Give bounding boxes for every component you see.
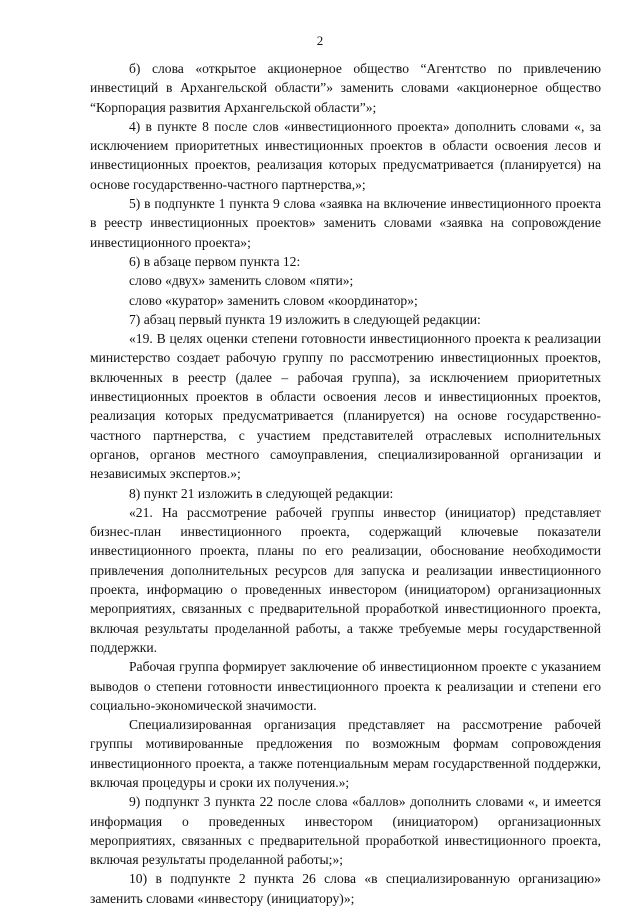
paragraph-item-5: 5) в подпункте 1 пункта 9 слова «заявка на включение инвестиционного проекта в реестр инвестиционных проектов» заменить словами «заявка на сопровождение инвестиционного проекта»; [90, 196, 601, 250]
paragraph-item-8: 8) пункт 21 изложить в следующей редакции: [129, 485, 394, 501]
paragraph-item-7: 7) абзац первый пункта 19 изложить в следующей редакции: [129, 311, 481, 327]
paragraph-item-6-sub-1: слово «двух» заменить словом «пяти»; [129, 273, 354, 289]
paragraph-clause-19: «19. В целях оценки степени готовности инвестиционного проекта к реализации министерство создает рабочую группу по рассмотрению инвестиционных проектов, включенных в реестр (далее – рабочая группа), за исключением приоритетных инвестиционных проектов в области освоения лесов и инвестиционных проектов, реализация которых предусматривается (планируется) на основе государственно-частного партнерства, с участием представителей отраслевых исполнительных органов, органов местного самоуправления, специализированной организации и независимых экспертов.»; [90, 331, 601, 482]
page-number: 2 [316, 33, 324, 48]
paragraph-item-6: 6) в абзаце первом пункта 12: [129, 253, 301, 269]
paragraph-clause-21: «21. На рассмотрение рабочей группы инвестор (инициатор) представляет бизнес-план инвестиционного проекта, содержащий ключевые показатели инвестиционного проекта, планы по его реализации, обоснование необходимости привлечения дополнительных ресурсов для запуска и реализации инвестиционного проекта, информацию о проведенных инвестором (инициатором) организационных мероприятиях, связанных с предварительной проработкой инвестиционного проекта, включая результаты проделанной работы, а также требуемые меры государственной поддержки. [90, 504, 601, 655]
paragraph-item-4: 4) в пункте 8 после слов «инвестиционного проекта» дополнить словами «, за исключением приоритетных инвестиционных проектов в области освоения лесов и инвестиционных проектов, реализация которых предусматривается (планируется) на основе государственно-частного партнерства,»; [90, 118, 601, 192]
paragraph-item-6-sub-2: слово «куратор» заменить словом «координатор»; [129, 292, 418, 308]
paragraph-specialized-org: Специализированная организация представляет на рассмотрение рабочей группы мотивированные предложения по возможным формам сопровождения инвестиционного проекта, а также потенциальным мерам государственной поддержки, включая процедуры и сроки их получения.»; [90, 717, 601, 790]
document-body [90, 59, 601, 908]
paragraph-6b: б) слова «открытое акционерное общество “Агентство по привлечению инвестиций в Архангельской области”» заменить словами «акционерное общество “Корпорация развития Архангельской области”»; [90, 61, 601, 115]
paragraph-item-10: 10) в подпункте 2 пункта 26 слова «в специализированную организацию» заменить словами «инвестору (инициатору)»; [90, 871, 601, 906]
paragraph-item-9: 9) подпункт 3 пункта 22 после слова «баллов» дополнить словами «, и имеется информация о проведенных инвестором (инициатором) организационных мероприятиях, связанных с предварительной проработкой инвестиционного проекта, включая результаты проделанной работы;»; [90, 794, 601, 868]
paragraph-working-group: Рабочая группа формирует заключение об инвестиционном проекте с указанием выводов о степени готовности инвестиционного проекта к реализации и степени его социально-экономической значимости. [90, 659, 601, 713]
